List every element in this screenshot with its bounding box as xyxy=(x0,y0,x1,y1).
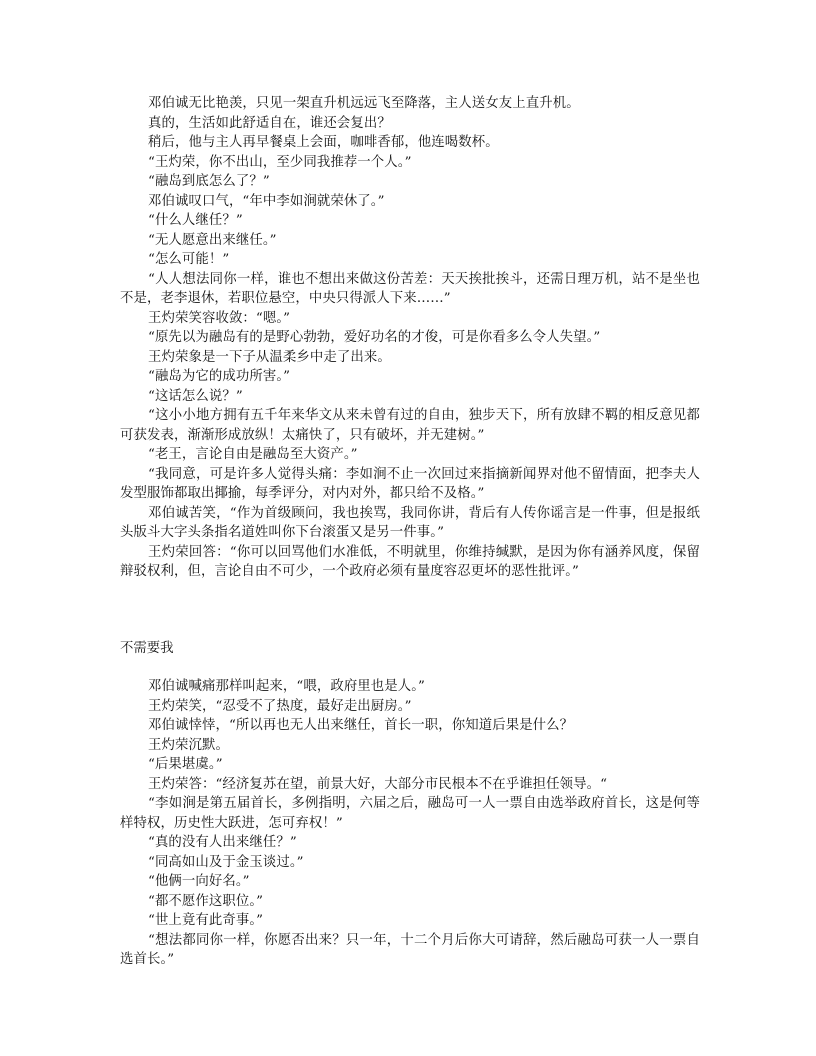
paragraph: “都不愿作这职位。” xyxy=(148,893,264,909)
text-section-1 xyxy=(120,94,700,582)
paragraph: “原先以为融岛有的是野心勃勃，爱好功名的才俊，可是你看多么令人失望。” xyxy=(148,330,601,345)
paragraph: “这话怎么说？” xyxy=(148,388,243,404)
paragraph: 邓伯诚无比艳羡，只见一架直升机远远飞至降落，主人送女友上直升机。 xyxy=(148,96,580,111)
paragraph: 邓伯诚悻悻，“所以再也无人出来继任，首长一职，你知道后果是什么？ xyxy=(148,718,574,733)
paragraph: “真的没有人出来继任？” xyxy=(148,835,297,850)
paragraph: “我同意，可是许多人觉得头痛：李如涧不止一次回过来指摘新闻界对他不留情面，把李夫人发型服饰都取出揶揄，每季评分，对内对外，都只给不及格。” xyxy=(120,466,700,501)
paragraph: 王灼荣回答：“你可以回骂他们水准低，不明就里，你维持缄默，是因为你有涵养风度，保留辩驳权利，但，言论自由不可少，一个政府必须有量度容忍更坏的恶性批评。” xyxy=(120,544,700,579)
paragraph: “想法都同你一样，你愿否出来？只一年，十二个月后你大可请辞，然后融岛可获一人一票自选首长。” xyxy=(120,932,700,967)
paragraph: 邓伯诚喊痛那样叫起来，“喂，政府里也是人。” xyxy=(148,679,426,694)
paragraph: “李如涧是第五届首长，多例指明，六届之后，融岛可一人一票自由选举政府首长，这是何等样特权，历史性大跃进，怎可弃权！” xyxy=(120,796,700,831)
paragraph: “无人愿意出来继任。” xyxy=(148,232,277,248)
paragraph: “融岛为它的成功所害。” xyxy=(148,369,291,384)
paragraph: “后果堪虞。” xyxy=(148,757,223,772)
paragraph: “这小小地方拥有五千年来华文从来未曾有过的自由，独步天下，所有放肆不羁的相反意见都可获发表，渐渐形成放纵！太痛快了，只有破坏，并无建树。” xyxy=(120,408,700,443)
paragraph: 邓伯诚叹口气，“年中李如涧就荣休了。” xyxy=(148,193,385,209)
section-heading: 不需要我 xyxy=(120,641,174,656)
paragraph: 邓伯诚苦笑，“作为首级顾问，我也挨骂，我同你讲，背后有人传你谣言是一件事，但是报纸头版斗大字头条指名道姓叫你下台滚蛋又是另一件事。” xyxy=(120,505,700,540)
paragraph: “什么人继任？” xyxy=(148,213,243,228)
paragraph: 王灼荣答：“经济复苏在望，前景大好，大部分市民根本不在乎谁担任领导。“ xyxy=(148,776,608,792)
paragraph: 王灼荣笑容收敛：“嗯。” xyxy=(148,310,291,326)
paragraph: 真的，生活如此舒适自在，谁还会复出？ xyxy=(148,115,391,131)
text-section-2 xyxy=(120,677,700,970)
paragraph: “人人想法同你一样，谁也不想出来做这份苦差：天天挨批挨斗，还需日理万机，站不是坐也不是，老李退休，若职位悬空，中央只得派人下来……” xyxy=(120,271,700,306)
paragraph: “王灼荣，你不出山，至少同我推荐一个人。” xyxy=(148,154,412,170)
paragraph: “怎么可能！” xyxy=(148,252,230,267)
paragraph: 王灼荣象是一下子从温柔乡中走了出来。 xyxy=(148,349,391,365)
paragraph: “世上竟有此奇事。” xyxy=(148,913,264,928)
paragraph: 王灼荣沉默。 xyxy=(148,737,229,753)
paragraph: “他俩一向好名。” xyxy=(148,874,250,889)
paragraph: “融岛到底怎么了？” xyxy=(148,174,270,189)
paragraph: 王灼荣笑，“忍受不了热度，最好走出厨房。” xyxy=(148,698,412,714)
paragraph: “同高如山及于金玉谈过。” xyxy=(148,854,304,870)
paragraph: “老王，言论自由是融岛至大资产。” xyxy=(148,447,358,462)
paragraph: 稍后，他与主人再早餐桌上会面，咖啡香郁，他连喝数杯。 xyxy=(148,135,499,150)
